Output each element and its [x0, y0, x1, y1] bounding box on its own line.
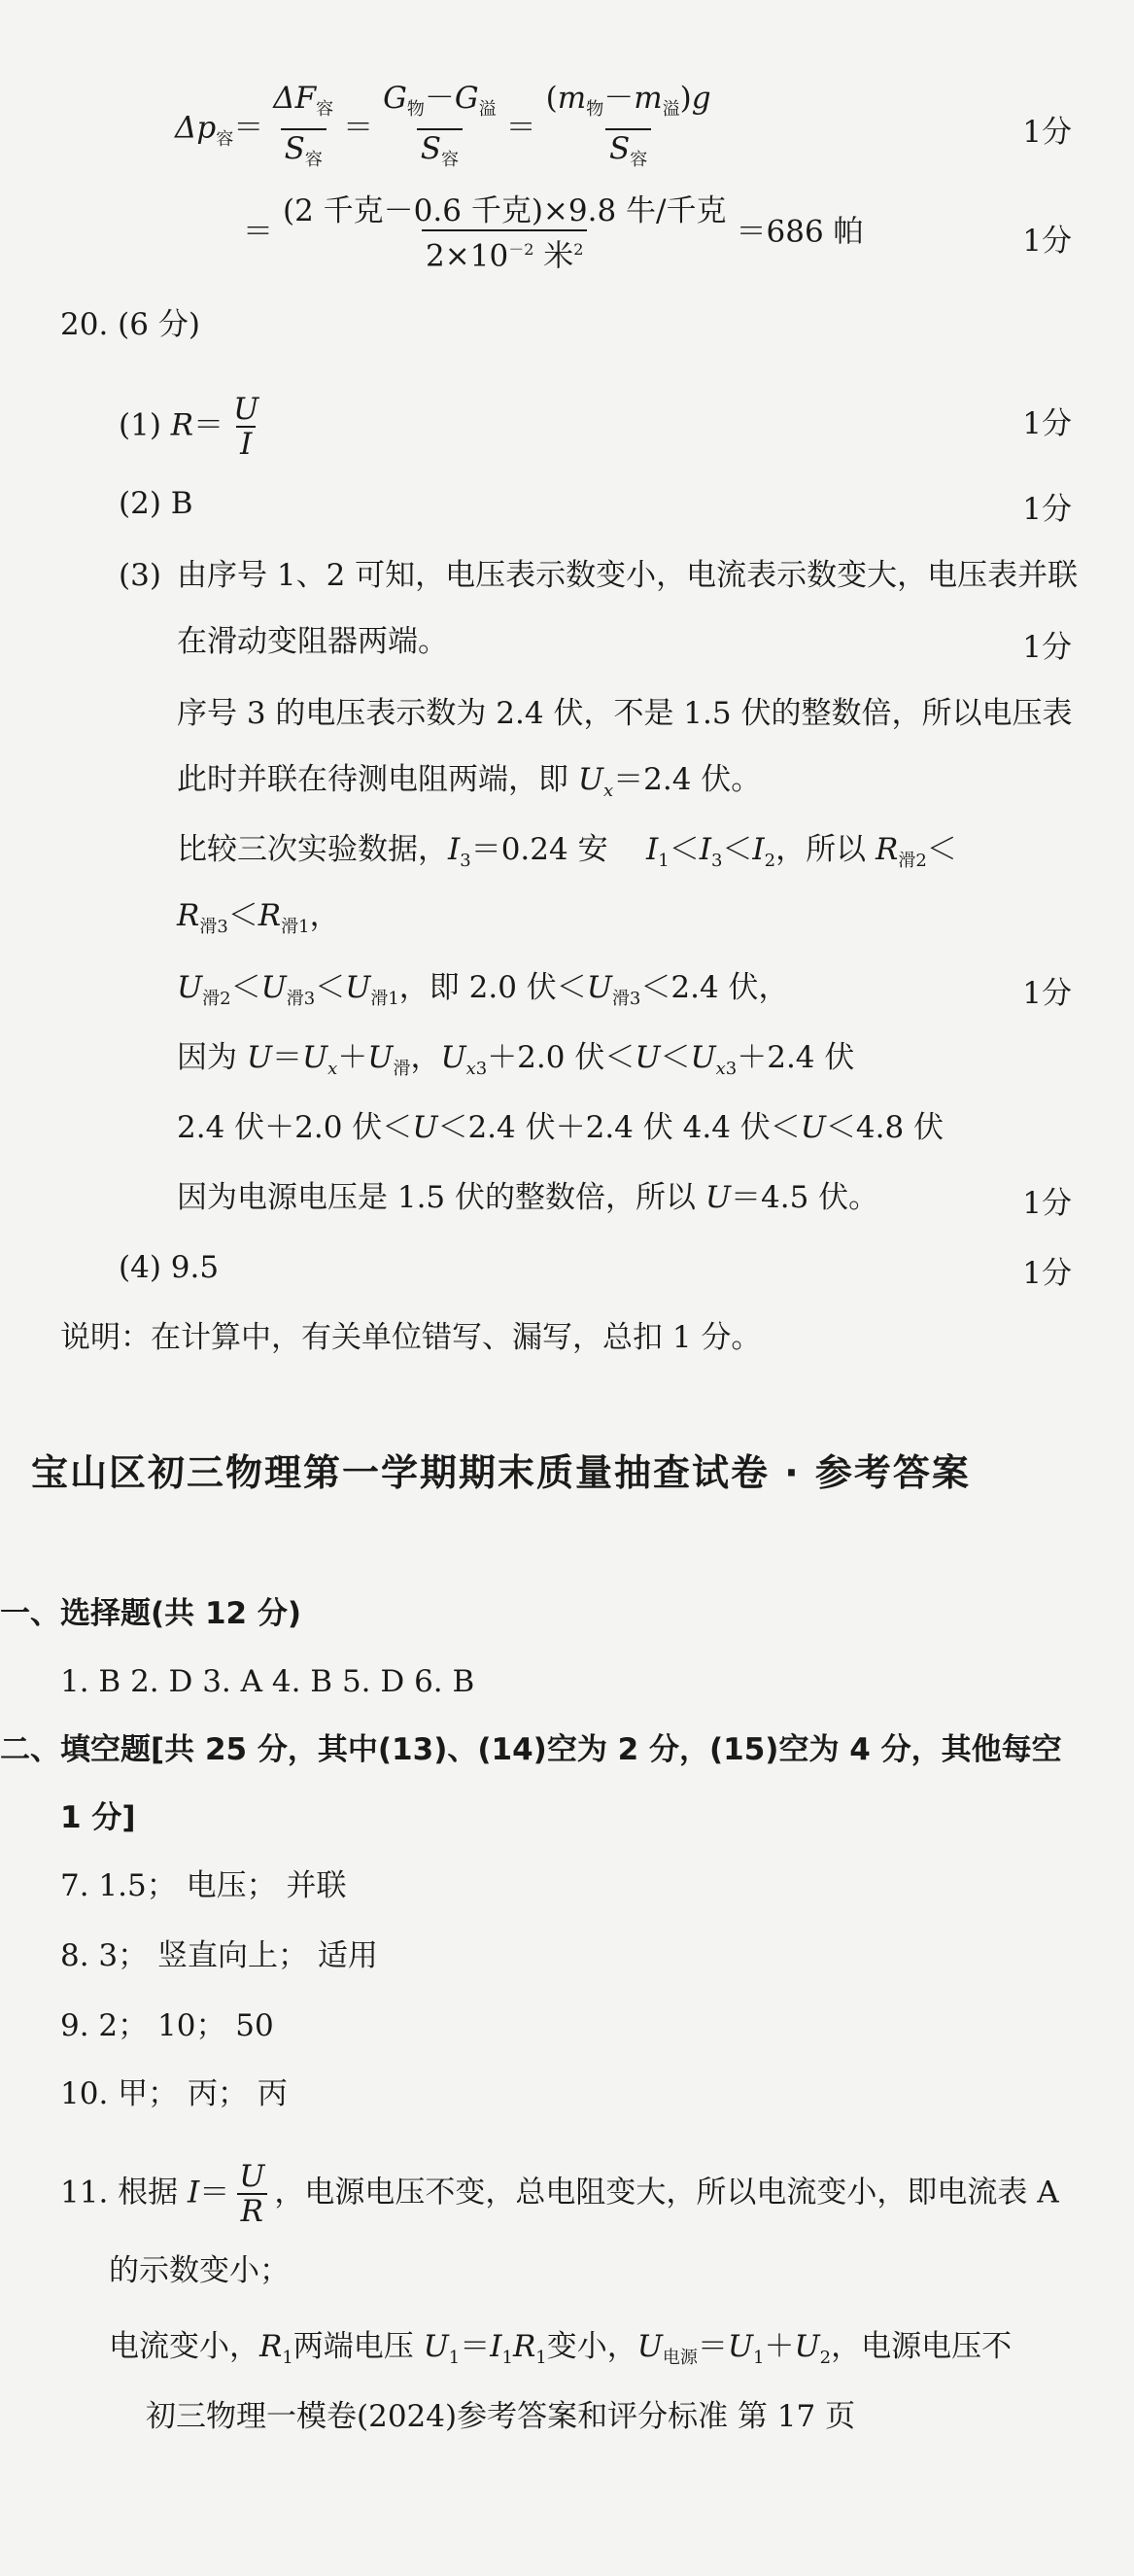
text-segment: ＜4.8 伏: [825, 1110, 945, 1145]
text-segment: ，电源电压不: [831, 2329, 1013, 2364]
q20-part3-line9: 2.4 伏＋2.0 伏＜U＜2.4 伏＋2.4 伏 4.4 伏＜U＜4.8 伏: [177, 1110, 945, 1145]
pressure-calculation: ＝ $\frac{\text{(2 千克－0.6 千克)×9.8 牛/千克}}{2\times 10^{-2} 米^2}$ ＝686 帕: [243, 193, 864, 274]
q20-part3-line3: 序号 3 的电压表示数为 2.4 伏，不是 1.5 伏的整数倍，所以电压表: [177, 696, 1073, 731]
text-segment: 2.4 伏＋2.0 伏＜: [177, 1110, 413, 1145]
text-segment: ＝0.24 安: [470, 832, 608, 867]
part1-answers: 1. B 2. D 3. A 4. B 5. D 6. B: [60, 1664, 475, 1699]
calc-numerator: (2 千克－0.6 千克)×9.8 牛/千克: [283, 193, 727, 228]
text-segment: 变小，: [546, 2329, 637, 2364]
answer-8: 8. 3； 竖直向上； 适用: [60, 1938, 378, 1973]
score-mark: 1分: [1022, 630, 1072, 665]
q20-part3-line1: 由序号 1、2 可知，电压表示数变小，电流表示数变大，电压表并联: [177, 558, 1079, 593]
text-segment: ，电源电压不变，总电阻变大，所以电流变小，即电流表 A: [274, 2175, 1059, 2210]
score-mark: 1分: [1022, 1256, 1072, 1291]
part1-heading: 一、选择题(共 12 分): [0, 1596, 302, 1631]
score-mark: 1分: [1022, 224, 1072, 259]
q20-part3-line10: 因为电源电压是 1.5 伏的整数倍，所以 U＝4.5 伏。: [177, 1180, 879, 1215]
text-segment: ＜2.4 伏＋2.4 伏 4.4 伏＜: [437, 1110, 801, 1145]
answer-7: 7. 1.5； 电压； 并联: [60, 1868, 347, 1903]
text-segment: 因为电源电压是 1.5 伏的整数倍，所以: [177, 1180, 705, 1215]
text-segment: ＝4.5 伏。: [731, 1180, 879, 1215]
text-segment: 此时并联在待测电阻两端，即: [177, 762, 578, 797]
q20-part1: (1) R＝ $\frac{U}{I}$: [119, 392, 259, 462]
part2-heading-cont: 1 分]: [60, 1800, 136, 1835]
answer-11-line1: 11. 根据 I＝ $\frac{U}{R}$ ，电源电压不变，总电阻变大，所以电流变小，即电流表 A: [60, 2159, 1059, 2229]
score-mark: 1分: [1022, 1186, 1072, 1221]
q20-part2: (2) B: [119, 486, 193, 521]
scoring-note: 说明：在计算中，有关单位错写、漏写，总扣 1 分。: [60, 1320, 762, 1355]
score-mark: 1分: [1022, 976, 1072, 1011]
calc-denominator-exponent: －2: [508, 240, 534, 259]
calc-denominator-unit-exponent: 2: [573, 240, 584, 259]
q20-part3-line6: $R_{滑3}<R_{滑1}$，: [177, 898, 340, 938]
calc-denominator-unit: 米: [533, 238, 574, 274]
part-label: (1): [119, 407, 161, 443]
section-title: 宝山区初三物理第一学期期末质量抽查试卷 · 参考答案: [31, 1451, 971, 1494]
answer-9: 9. 2； 10； 50: [60, 2008, 274, 2043]
score-mark: 1分: [1022, 492, 1072, 527]
text-segment: ＝2.4 伏。: [613, 762, 762, 797]
text-segment: ，所以: [775, 832, 876, 867]
text-segment: 11. 根据: [60, 2175, 189, 2210]
q20-part3-line4: 此时并联在待测电阻两端，即 $U_x=2.4$ 伏。: [177, 762, 762, 802]
page-footer: 初三物理一模卷(2024)参考答案和评分标准 第 17 页: [146, 2399, 856, 2434]
answer-11-line2: 的示数变小；: [109, 2253, 290, 2288]
part2-heading: 二、填空题[共 25 分，其中(13)、(14)空为 2 分，(15)空为 4 分，其他每空: [0, 1732, 1062, 1767]
question-20-header: 20. (6 分): [60, 307, 200, 342]
score-mark: 1分: [1022, 115, 1072, 150]
q20-part3-line2: 在滑动变阻器两端。: [177, 624, 448, 659]
answer-10: 10. 甲； 丙； 丙: [60, 2076, 288, 2111]
calc-result: ＝686 帕: [736, 214, 864, 250]
answer-11-line3: 电流变小，$R_1$两端电压 $U_1=I_1R_1$变小，$U_{电源}=U_1+U_2$，电源电压不: [109, 2329, 1013, 2369]
q20-part3-line5: 比较三次实验数据，$I_3=0.24$ 安 $I_1<I_3<I_2$，所以 $R_{滑2}<$: [177, 832, 957, 872]
q20-part3-label: (3): [119, 558, 161, 593]
calc-denominator: 2×10: [426, 238, 509, 274]
text-segment: 电流变小，: [109, 2329, 259, 2364]
delta-p-formula: $\Delta p_容=$ $\frac{\Delta F_容}{S_容}$ ＝ $\frac{G_物-G_溢}{S_容}$ ＝ $\frac{(m_物-m_溢)g}{S_容}$: [175, 80, 721, 179]
q20-part3-line8: 因为 $U=U_x+U_滑$，$U_{x3}+2.0$ 伏$<U<U_{x3}+2.4$ 伏: [177, 1040, 855, 1080]
text-segment: 比较三次实验数据，: [177, 832, 448, 867]
text-segment: 两端电压: [292, 2329, 424, 2364]
q20-part4: (4) 9.5: [119, 1250, 220, 1285]
score-mark: 1分: [1022, 406, 1072, 441]
q20-part3-line7: $U_{滑2}<U_{滑3}<U_{滑1}$，即 2.0 伏$<U_{滑3}<2.4$ 伏，: [177, 970, 789, 1010]
